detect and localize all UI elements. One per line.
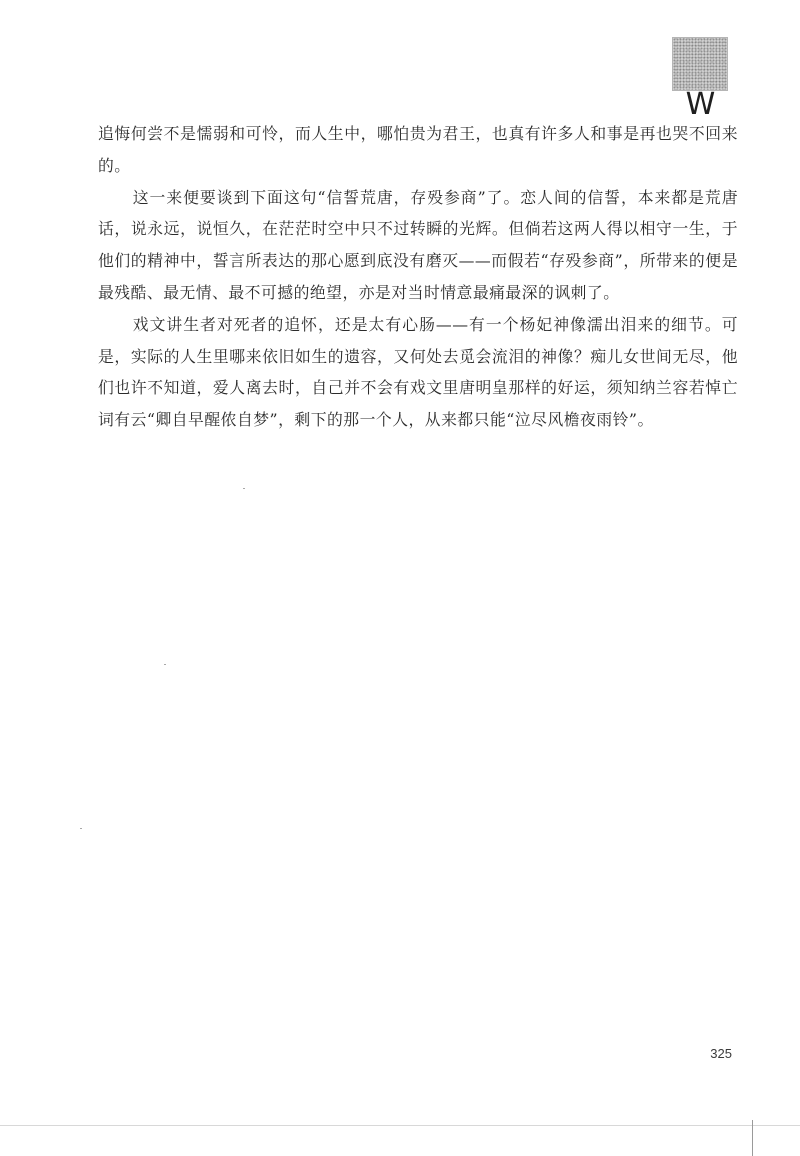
section-letter: W — [685, 87, 715, 122]
scan-speck — [164, 664, 166, 665]
paragraph-2: 这一来便要谈到下面这句“信誓荒唐，存殁参商”了。恋人间的信誓，本来都是荒唐话，说永远，说恒久，在茫茫时空中只不过转瞬的光辉。但倘若这两人得以相守一生，于他们的精神中，誓言所表达的那心愿到底没有磨灭——而假若“存殁参商”，所带来的便是最残酷、最无情、最不可撼的绝望，亦是对当时情意最痛最深的讽刺了。 — [98, 187, 738, 302]
paragraph-1: 追悔何尝不是懦弱和可怜，而人生中，哪怕贵为君王，也真有许多人和事是再也哭不回来的。 — [98, 124, 738, 175]
scan-speck — [80, 828, 82, 829]
page-number: 325 — [710, 1046, 732, 1061]
scan-edge-bottom — [0, 1125, 800, 1126]
body-text — [98, 118, 738, 436]
section-letter-tab — [672, 37, 728, 122]
scan-edge-right — [752, 1120, 753, 1156]
scan-speck — [243, 488, 245, 489]
paragraph-3: 戏文讲生者对死者的追怀，还是太有心肠——有一个杨妃神像濡出泪来的细节。可是，实际的人生里哪来依旧如生的遗容，又何处去觅会流泪的神像？痴儿女世间无尽，他们也许不知道，爱人离去时，自己并不会有戏文里唐明皇那样的好运，须知纳兰容若悼亡词有云“卿自早醒侬自梦”，剩下的那一个人，从来都只能“泣尽风檐夜雨铃”。 — [98, 314, 738, 430]
